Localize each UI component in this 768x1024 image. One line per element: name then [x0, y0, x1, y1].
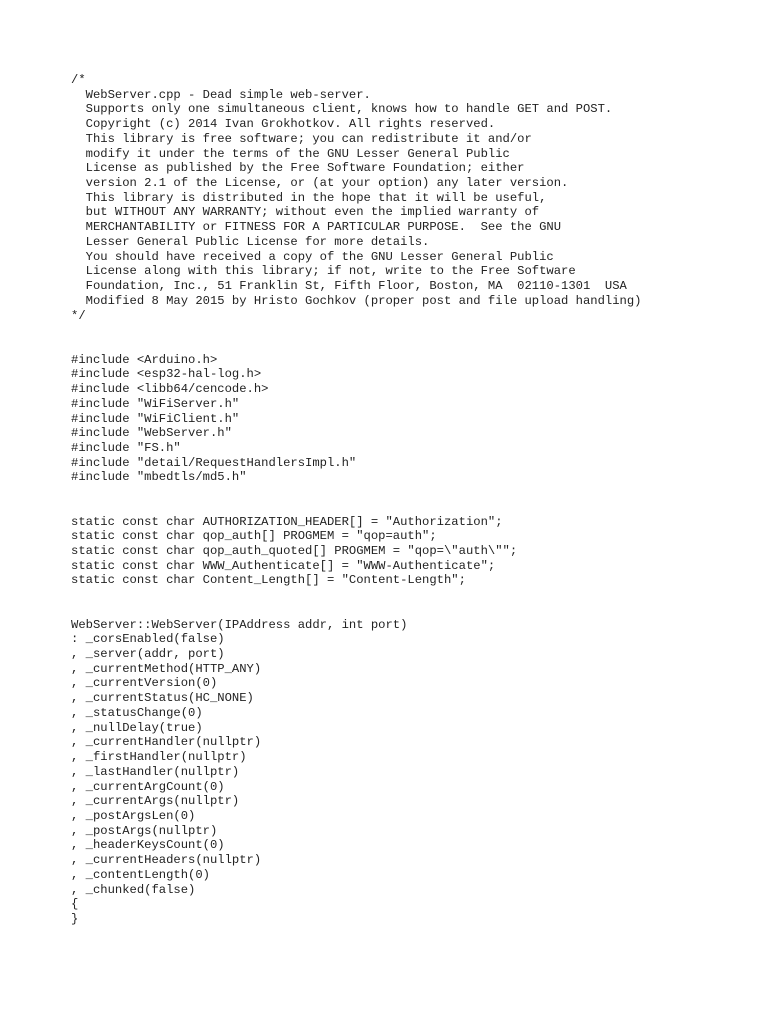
- code-line: [71, 588, 641, 603]
- code-line: , _currentStatus(HC_NONE): [71, 691, 254, 706]
- code-line: #include "WiFiClient.h": [71, 411, 240, 426]
- code-line: Supports only one simultaneous client, knows how to handle GET and POST.: [71, 102, 613, 117]
- code-line: #include "WiFiServer.h": [71, 396, 240, 411]
- code-line: , _currentHandler(nullptr): [71, 735, 262, 750]
- code-line: , _headerKeysCount(0): [71, 838, 225, 853]
- code-line: , _currentArgCount(0): [71, 779, 225, 794]
- code-line: static const char qop_auth_quoted[] PROGMEM = "qop=\"auth\"";: [71, 544, 518, 558]
- code-line: [71, 338, 641, 353]
- code-line: static const char Content_Length[] = "Content-Length";: [71, 573, 466, 588]
- code-line: Copyright (c) 2014 Ivan Grokhotkov. All rights reserved.: [71, 117, 496, 132]
- code-line: , _currentArgs(nullptr): [71, 794, 240, 809]
- code-line: WebServer::WebServer(IPAddress addr, int port): [71, 617, 408, 632]
- code-line: , _postArgsLen(0): [71, 808, 196, 823]
- code-line: Lesser General Public License for more details.: [71, 234, 430, 249]
- code-line: , _currentHeaders(nullptr): [71, 853, 262, 868]
- code-line: , _chunked(false): [71, 882, 196, 897]
- code-line: This library is free software; you can redistribute it and/or: [71, 131, 532, 146]
- code-line: /*: [71, 73, 86, 87]
- code-line: , _nullDelay(true): [71, 720, 203, 735]
- code-line: , _currentMethod(HTTP_ANY): [71, 661, 262, 676]
- code-line: , _firstHandler(nullptr): [71, 750, 247, 765]
- code-line: version 2.1 of the License, or (at your option) any later version.: [71, 176, 569, 191]
- code-line: [71, 500, 641, 515]
- code-line: [71, 603, 641, 618]
- code-line: #include <esp32-hal-log.h>: [71, 367, 262, 382]
- code-line: You should have received a copy of the GNU Lesser General Public: [71, 249, 554, 264]
- code-line: {: [71, 897, 79, 912]
- code-line: License as published by the Free Software Foundation; either: [71, 161, 525, 176]
- code-line: WebServer.cpp - Dead simple web-server.: [71, 87, 371, 102]
- code-line: License along with this library; if not, write to the Free Software: [71, 264, 576, 279]
- code-line: #include "WebServer.h": [71, 426, 232, 441]
- code-line: #include "FS.h": [71, 440, 181, 455]
- code-line: , _lastHandler(nullptr): [71, 764, 240, 779]
- code-line: [71, 485, 641, 500]
- code-line: Modified 8 May 2015 by Hristo Gochkov (proper post and file upload handling): [71, 293, 642, 308]
- code-line: #include <libb64/cencode.h>: [71, 382, 269, 397]
- code-line: #include "detail/RequestHandlersImpl.h": [71, 455, 357, 470]
- code-line: #include "mbedtls/md5.h": [71, 470, 247, 485]
- code-line: , _currentVersion(0): [71, 676, 218, 691]
- code-line: */: [71, 308, 86, 323]
- code-line: static const char WWW_Authenticate[] = "WWW-Authenticate";: [71, 558, 496, 573]
- code-line: This library is distributed in the hope that it will be useful,: [71, 190, 547, 205]
- code-line: #include <Arduino.h>: [71, 352, 218, 367]
- code-line: static const char AUTHORIZATION_HEADER[] = "Authorization";: [71, 514, 503, 529]
- code-line: static const char qop_auth[] PROGMEM = "qop=auth";: [71, 529, 437, 544]
- code-line: : _corsEnabled(false): [71, 632, 225, 647]
- code-line: but WITHOUT ANY WARRANTY; without even the implied warranty of: [71, 205, 540, 220]
- source-code-block: [71, 73, 641, 927]
- code-line: MERCHANTABILITY or FITNESS FOR A PARTICULAR PURPOSE. See the GNU: [71, 220, 562, 235]
- code-line: , _server(addr, port): [71, 647, 225, 662]
- code-line: modify it under the terms of the GNU Lesser General Public: [71, 146, 510, 161]
- code-line: , _statusChange(0): [71, 705, 203, 720]
- code-line: }: [71, 911, 79, 926]
- code-line: , _contentLength(0): [71, 867, 210, 882]
- code-line: , _postArgs(nullptr): [71, 823, 218, 838]
- code-line: Foundation, Inc., 51 Franklin St, Fifth Floor, Boston, MA 02110-1301 USA: [71, 279, 627, 294]
- code-line: [71, 323, 641, 338]
